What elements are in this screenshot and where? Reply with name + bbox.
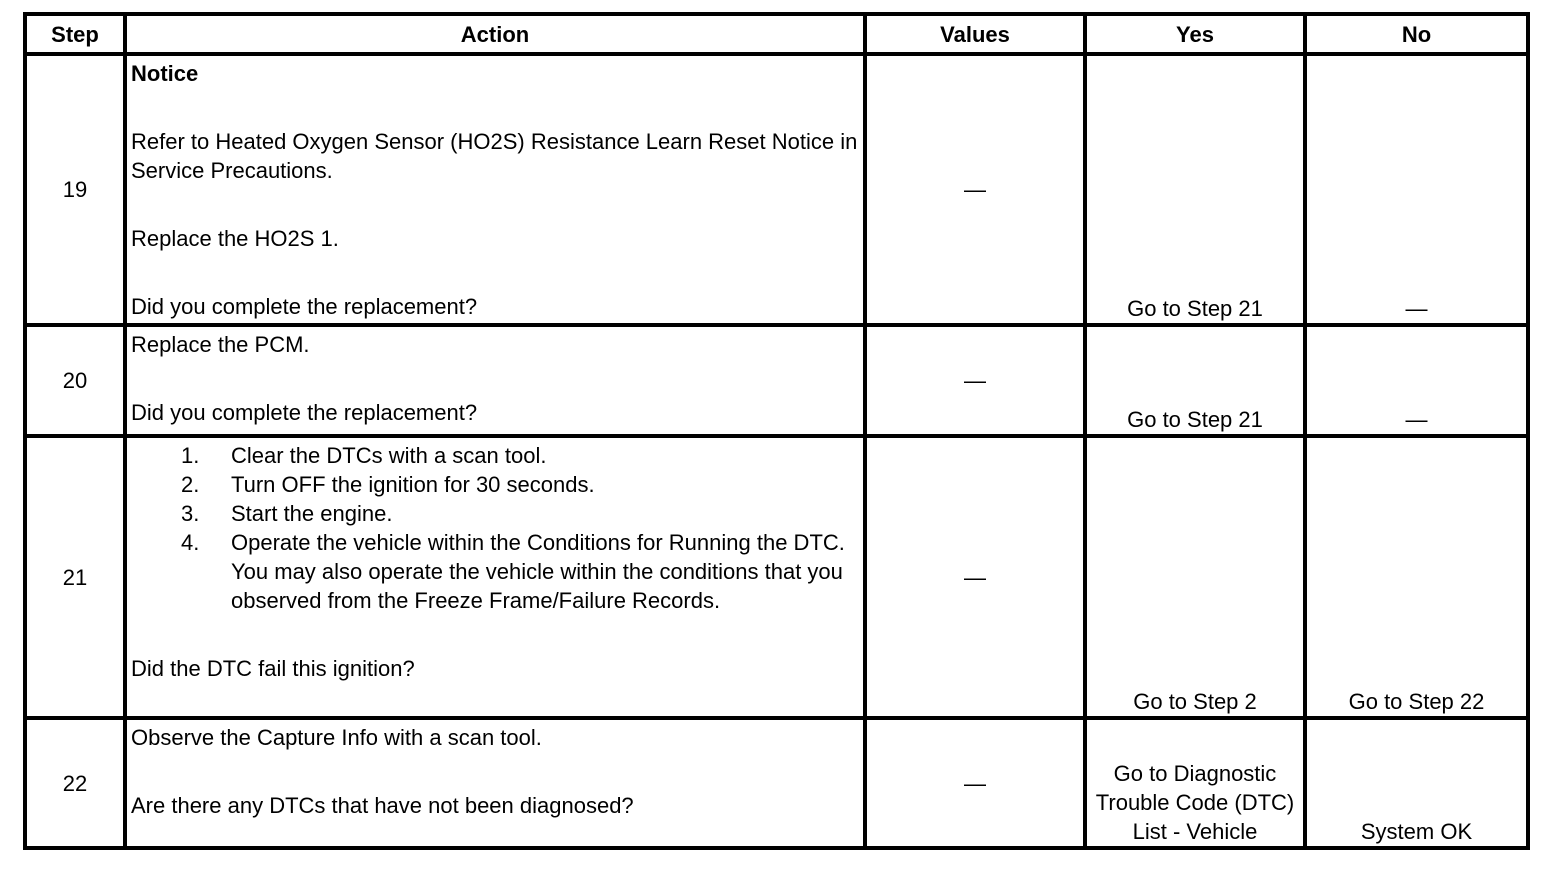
no-cell: — [1305, 325, 1528, 436]
no-cell: — [1305, 54, 1528, 325]
table-row [25, 436, 1528, 718]
no-cell: Go to Step 22 [1305, 436, 1528, 718]
list-item-number: 2. [181, 472, 200, 497]
yes-cell: Go to Step 21 [1085, 325, 1305, 436]
table-row [25, 718, 1528, 848]
yes-cell: Go to Diagnostic Trouble Code (DTC) List - Vehicle [1085, 718, 1305, 848]
header-values: Values [865, 14, 1085, 54]
diagnostic-table [23, 12, 1530, 850]
notice-text: Refer to Heated Oxygen Sensor (HO2S) Resistance Learn Reset Notice in Service Precautions. [131, 129, 858, 183]
header-step: Step [25, 14, 125, 54]
question-text: Did you complete the replacement? [131, 294, 478, 319]
procedure-list [131, 441, 859, 615]
list-item [131, 470, 859, 499]
yes-cell: Go to Step 21 [1085, 54, 1305, 325]
values-cell: — [865, 436, 1085, 718]
list-item-text: Clear the DTCs with a scan tool. [231, 443, 547, 468]
instruction-text: Replace the PCM. [131, 332, 310, 357]
header-no: No [1305, 14, 1528, 54]
step-number: 22 [25, 718, 125, 848]
notice-title: Notice [131, 61, 199, 86]
question-text: Did the DTC fail this ignition? [131, 656, 415, 681]
list-item-number: 4. [181, 530, 200, 555]
question-text: Are there any DTCs that have not been diagnosed? [131, 793, 634, 818]
instruction-text: Replace the HO2S 1. [131, 226, 339, 251]
action-cell [125, 325, 865, 436]
list-item [131, 441, 859, 470]
header-row [25, 14, 1528, 54]
table-row [25, 54, 1528, 325]
list-item-text: Turn OFF the ignition for 30 seconds. [231, 472, 595, 497]
action-cell [125, 718, 865, 848]
action-cell [125, 436, 865, 718]
instruction-text: Observe the Capture Info with a scan tool. [131, 725, 542, 750]
list-item [131, 528, 859, 615]
header-yes: Yes [1085, 14, 1305, 54]
values-cell: — [865, 325, 1085, 436]
action-cell [125, 54, 865, 325]
no-cell: System OK [1305, 718, 1528, 848]
header-action: Action [125, 14, 865, 54]
question-text: Did you complete the replacement? [131, 400, 478, 425]
list-item [131, 499, 859, 528]
step-number: 20 [25, 325, 125, 436]
yes-cell: Go to Step 2 [1085, 436, 1305, 718]
list-item-text: Start the engine. [231, 501, 393, 526]
step-number: 21 [25, 436, 125, 718]
values-cell: — [865, 54, 1085, 325]
step-number: 19 [25, 54, 125, 325]
list-item-number: 3. [181, 501, 200, 526]
list-item-text: Operate the vehicle within the Conditions for Running the DTC. You may also operate the vehicle within the conditions that you observed from the Freeze Frame/Failure Records. [231, 530, 845, 613]
list-item-number: 1. [181, 443, 200, 468]
table-row [25, 325, 1528, 436]
values-cell: — [865, 718, 1085, 848]
